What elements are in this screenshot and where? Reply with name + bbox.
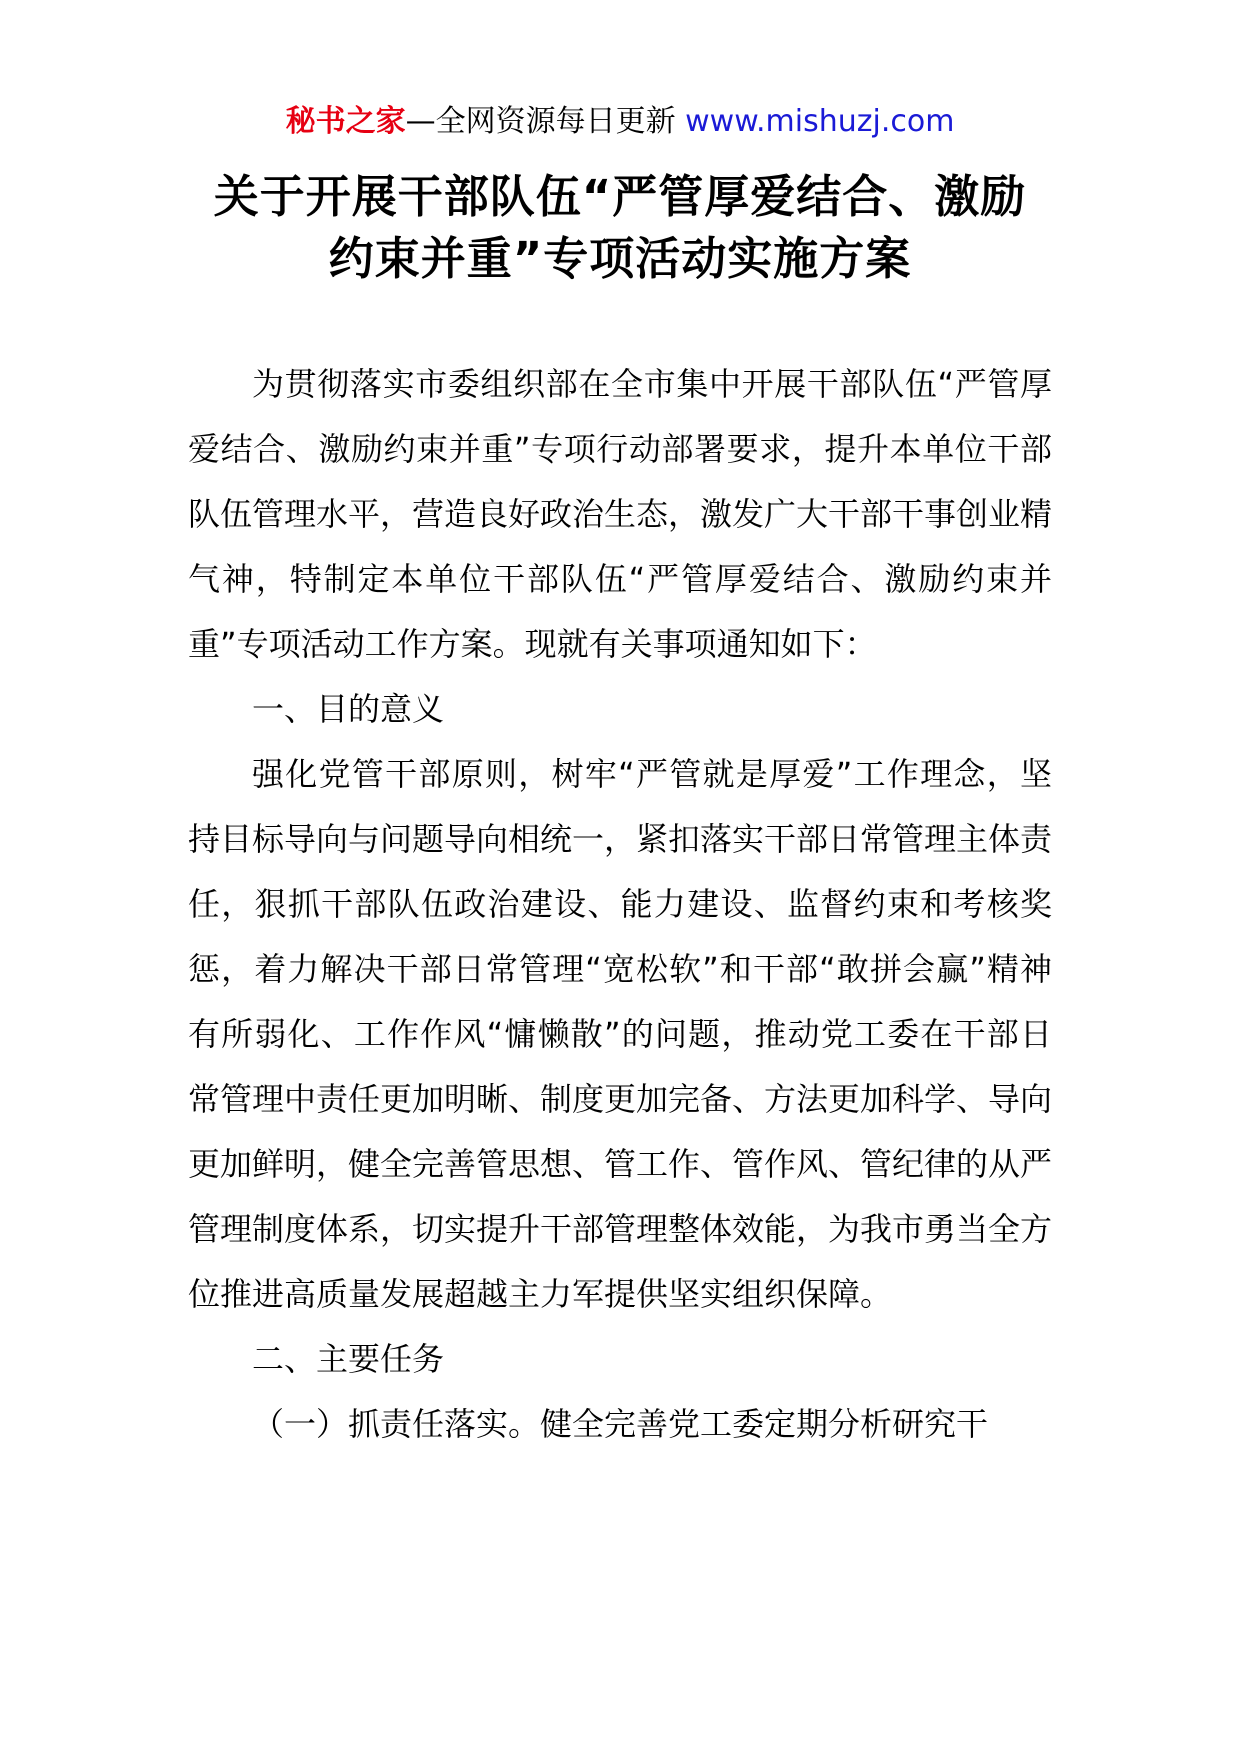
section-1-heading: 一、目的意义 [252, 690, 445, 728]
title-line-2: 约束并重”专项活动实施方案 [328, 232, 912, 285]
section-2-item-1: （一）抓责任落实。健全完善党工委定期分析研究干 [252, 1405, 989, 1443]
section-2-heading: 二、主要任务 [252, 1340, 445, 1378]
intro-paragraph: 为贯彻落实市委组织部在全市集中开展干部队伍“严管厚爱结合、激励约束并重”专项行动部署要求，提升本单位干部队伍管理水平，营造良好政治生态，激发广大干部干事创业精气神，特制定本单位干部队伍“严管厚爱结合、激励约束并重”专项活动工作方案。现就有关事项通知如下： [188, 365, 1053, 663]
section-1-paragraph: 强化党管干部原则，树牢“严管就是厚爱”工作理念，坚持目标导向与问题导向相统一，紧扣落实干部日常管理主体责任，狠抓干部队伍政治建设、能力建设、监督约束和考核奖惩，着力解决干部日常管理“宽松软”和干部“敢拼会赢”精神有所弱化、工作作风“慵懒散”的问题，推动党工委在干部日常管理中责任更加明晰、制度更加完备、方法更加科学、导向更加鲜明，健全完善管思想、管工作、管作风、管纪律的从严管理制度体系，切实提升干部管理整体效能，为我市勇当全方位推进高质量发展超越主力军提供坚实组织保障。 [188, 755, 1053, 1313]
document-body [188, 352, 1052, 1457]
site-url-link[interactable]: www.mishuzj.com [685, 104, 955, 139]
brand-name: 秘书之家 [285, 104, 406, 139]
header-tagline: 全网资源每日更新 [435, 104, 676, 139]
document-title [150, 166, 1090, 290]
site-header [0, 100, 1240, 144]
title-line-1: 关于开展干部队伍“严管厚爱结合、激励 [213, 170, 1027, 223]
header-separator: — [405, 104, 436, 139]
